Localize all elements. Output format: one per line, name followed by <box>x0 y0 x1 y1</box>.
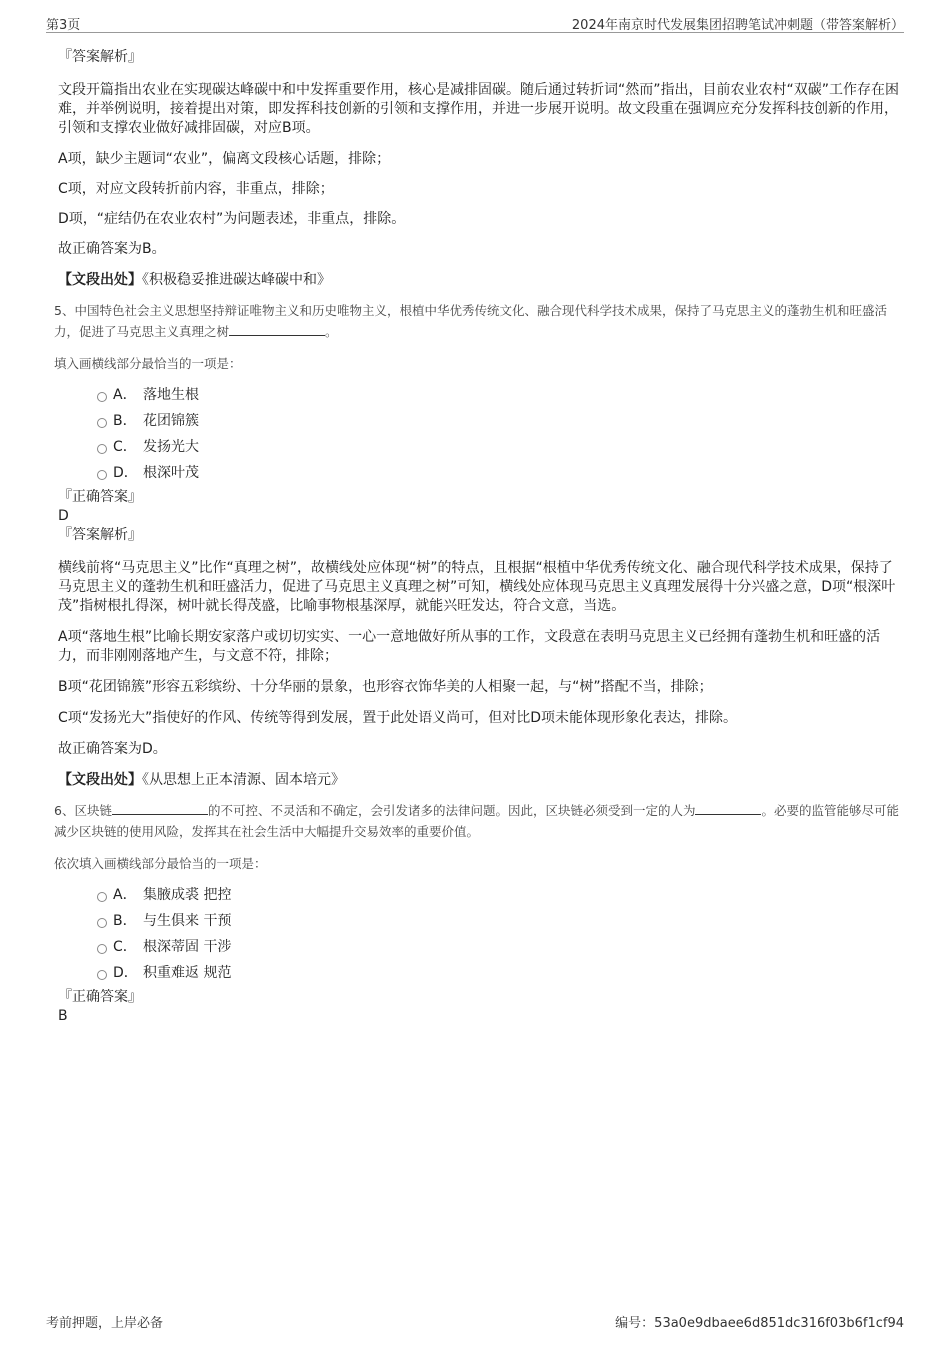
q5-analysis-text: 横线前将“马克思主义”比作“真理之树”，故横线处应体现“树”的特点，且根据“根植中华优秀传统文化、融合现代科学技术成果，保持了马克思主义的蓬勃生机和旺盛活力，促进了马克思主义真理之树”可知，横线处应体现马克思主义真理发展得十分兴盛之意，D项“根深叶茂”指树根扎得深，树叶就长得茂盛，比喻事物根基深厚，就能兴旺发达，符合文意，当选。 <box>58 560 896 614</box>
radio-icon[interactable] <box>97 918 107 928</box>
q4-option-c-note: C项，对应文段转折前内容，非重点，排除； <box>58 181 334 197</box>
q6-option-b[interactable]: B． 与生俱来 干预 <box>58 908 900 934</box>
radio-icon[interactable] <box>97 892 107 902</box>
footer-code <box>615 1312 904 1331</box>
q5-option-d[interactable]: D． 根深叶茂 <box>58 460 900 486</box>
q6-option-a[interactable]: A． 集腋成裘 把控 <box>58 882 900 908</box>
footer-slogan: 考前押题，上岸必备 <box>46 1316 164 1331</box>
q5-option-b-note: B项“花团锦簇”形容五彩缤纷、十分华丽的景象，也形容衣饰华美的人相聚一起，与“树”搭配不当，排除； <box>58 679 713 695</box>
q5-answer-title: 『正确答案』 <box>58 489 142 505</box>
q4-option-a-note: A项，缺少主题词“农业”，偏离文段核心话题，排除； <box>58 151 391 167</box>
q5-source <box>58 771 900 790</box>
q5-analysis-title: 『答案解析』 <box>58 527 142 543</box>
q6-stem <box>54 800 900 842</box>
q5-option-a-note: A项“落地生根”比喻长期安家落户或切切实实、一心一意地做好所从事的工作，文段意在表明马克思主义已经拥有蓬勃生机和旺盛的活力，而非刚刚落地产生，与文意不符，排除； <box>58 629 881 664</box>
q4-conclusion: 故正确答案为B。 <box>58 241 166 257</box>
q5-option-c-note: C项“发扬光大”指使好的作风、传统等得到发展，置于此处语义尚可，但对比D项未能体现形象化表达，排除。 <box>58 710 738 726</box>
footer-code-label: 编号： <box>615 1316 655 1331</box>
radio-icon[interactable] <box>97 392 107 402</box>
q5-options <box>58 382 900 486</box>
document-title: 2024年南京时代发展集团招聘笔试冲刺题（带答案解析） <box>571 18 904 33</box>
page-content <box>54 44 900 1026</box>
q5-conclusion: 故正确答案为D。 <box>58 741 167 757</box>
q5-option-a[interactable]: A． 落地生根 <box>58 382 900 408</box>
radio-icon[interactable] <box>97 418 107 428</box>
q5-answer: D <box>58 508 69 524</box>
page-footer <box>46 1312 904 1332</box>
q5-option-c[interactable]: C． 发扬光大 <box>58 434 900 460</box>
radio-icon[interactable] <box>97 444 107 454</box>
q6-answer: B <box>58 1008 68 1024</box>
q6-stem-part3: 。必要的监管能够尽可能减少区块链的使用风险，发挥其在社会生活中大幅提升交易效率的重要价值。 <box>54 803 899 839</box>
q5-stem-text: 5、中国特色社会主义思想坚持辩证唯物主义和历史唯物主义，根植中华优秀传统文化、融合现代科学技术成果，保持了马克思主义的蓬勃生机和旺盛活力，促进了马克思主义真理之树 <box>54 303 887 339</box>
q4-analysis-title: 『答案解析』 <box>58 49 142 65</box>
q4-source <box>58 271 900 290</box>
q6-blank-2 <box>695 800 761 815</box>
radio-icon[interactable] <box>97 470 107 480</box>
q5-stem-end: 。 <box>325 324 338 339</box>
q6-stem-part2: 的不可控、不灵活和不确定，会引发诸多的法律问题。因此，区块链必须受到一定的人为 <box>207 803 696 818</box>
q6-stem-part1: 6、区块链 <box>54 803 112 818</box>
q5-source-title: 《从思想上正本清源、固本培元》 <box>142 772 345 788</box>
radio-icon[interactable] <box>97 944 107 954</box>
q4-source-label: 【文段出处】 <box>58 272 142 288</box>
q6-options <box>58 882 900 986</box>
q5-option-b[interactable]: B． 花团锦簇 <box>58 408 900 434</box>
page-number: 第3页 <box>46 18 81 33</box>
q5-blank <box>229 321 325 336</box>
footer-code-value: 53a0e9dbaee6d851dc316f03b6f1cf94 <box>654 1316 904 1331</box>
q6-answer-title: 『正确答案』 <box>58 989 142 1005</box>
q6-blank-1 <box>112 800 208 815</box>
radio-icon[interactable] <box>97 970 107 980</box>
q4-source-title: 《积极稳妥推进碳达峰碳中和》 <box>142 272 331 288</box>
page-header <box>46 12 904 33</box>
q4-analysis-text: 文段开篇指出农业在实现碳达峰碳中和中发挥重要作用，核心是减排固碳。随后通过转折词“然而”指出，目前农业农村“双碳”工作存在困难，并举例说明，接着提出对策，即发挥科技创新的引领和支撑作用，并进一步展开说明。故文段重在强调应充分发挥科技创新的作用，引领和支撑农业做好减排固碳，对应B项。 <box>58 82 900 136</box>
q5-prompt: 填入画横线部分最恰当的一项是： <box>54 356 242 371</box>
q5-source-label: 【文段出处】 <box>58 772 142 788</box>
q6-option-c[interactable]: C． 根深蒂固 干涉 <box>58 934 900 960</box>
q5-stem <box>54 300 900 342</box>
q4-option-d-note: D项，“症结仍在农业农村”为问题表述，非重点，排除。 <box>58 211 406 227</box>
q6-option-d[interactable]: D． 积重难返 规范 <box>58 960 900 986</box>
q6-prompt: 依次填入画横线部分最恰当的一项是： <box>54 856 267 871</box>
